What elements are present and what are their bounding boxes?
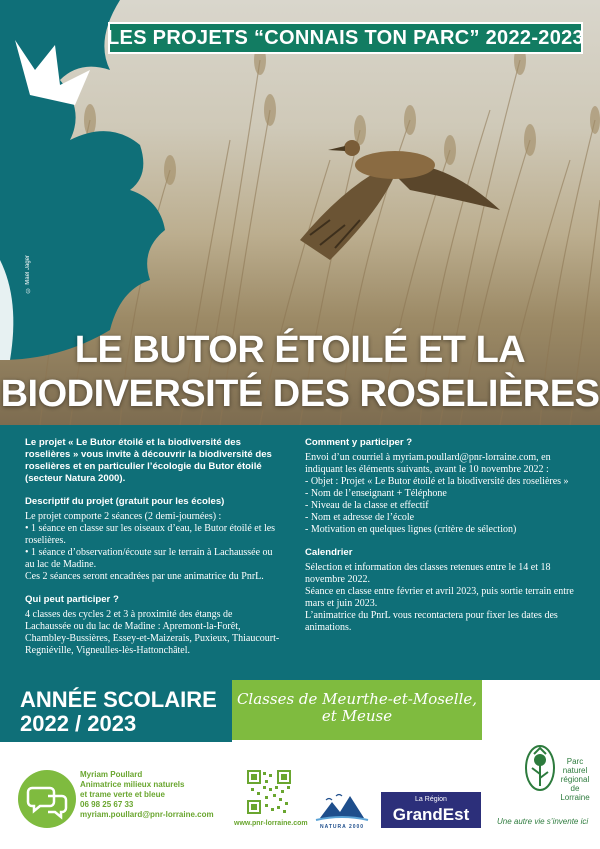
description-line: • 1 séance en classe sur les oiseaux d’eau, le Butor étoilé et les roselières. — [25, 523, 276, 546]
region-grand-est-logo — [381, 792, 481, 828]
park-name — [555, 757, 595, 802]
qr-code-icon[interactable] — [247, 770, 291, 814]
how-line: - Objet : Projet « Le Butor étoilé et la biodiversité des roselières » — [305, 476, 569, 487]
page-title — [0, 328, 600, 416]
contact-role: et trame verte et bleue — [80, 790, 165, 799]
speech-bubble-icon — [18, 770, 76, 828]
info-panel — [0, 425, 600, 680]
park-name-line: naturel — [562, 766, 588, 775]
how-line: - Nom de l’enseignant + Téléphone — [305, 488, 447, 499]
school-year-banner — [0, 680, 232, 742]
website-link[interactable]: www.pnr-lorraine.com — [234, 820, 308, 827]
contact-name: Myriam Poullard — [80, 770, 143, 779]
right-column — [305, 437, 580, 645]
how-line: - Nom et adresse de l’école — [305, 512, 415, 523]
school-year-value: 2022 / 2023 — [20, 711, 137, 736]
who-heading: Qui peut participer ? — [25, 594, 119, 605]
description-heading: Descriptif du projet (gratuit pour les écoles) — [25, 496, 225, 507]
description-text — [25, 511, 280, 583]
description-line: • 1 séance d’observation/écoute sur le terrain à Lachaussée ou au lac de Madine. — [25, 547, 273, 570]
description-line: Le projet comporte 2 séances (2 demi-journées) : — [25, 511, 222, 522]
region-banner — [232, 680, 482, 740]
region-logo-big: GrandEst — [392, 805, 470, 824]
intro-text: Le projet « Le Butor étoilé et la biodiversité des roselières » vous invite à découvrir la biodiversité des roselières et en particulier l’écologie du Butor étoilé (secteur Natura 2000). — [25, 437, 272, 484]
how-line: - Motivation en quelques lignes (critère de sélection) — [305, 524, 517, 535]
contact-info — [80, 770, 245, 820]
description-line: Ces 2 séances seront encadrées par une animatrice du PnrL. — [25, 571, 264, 582]
footer — [0, 742, 600, 849]
school-year-label: ANNÉE SCOLAIRE — [20, 687, 217, 712]
park-name-line: Parc — [566, 757, 584, 766]
how-text — [305, 452, 580, 536]
bittern-bird-illustration — [290, 120, 520, 270]
photo-credit: © Mael Jager — [25, 255, 31, 293]
left-column — [25, 437, 280, 668]
calendar-text — [305, 562, 580, 634]
calendar-line: L’animatrice du PnrL vous recontactera pour fixer les dates des animations. — [305, 610, 558, 633]
series-title-banner: LES PROJETS “CONNAIS TON PARC” 2022-2023 — [108, 22, 583, 54]
title-line-2: BIODIVERSITÉ DES ROSELIÈRES — [0, 373, 600, 415]
contact-role: Animatrice milieux naturels — [80, 780, 185, 789]
park-name-line: de Lorraine — [560, 784, 590, 802]
who-text: 4 classes des cycles 2 et 3 à proximité des étangs de Lachaussée ou du lac de Madine : Apremont-la-Forêt, Chambley-Bussières, Essey-et-Maizerais, Puxieux, Thiaucourt-Regniéville, Vigneulles-lès-Hattonchâtel. — [25, 609, 280, 656]
calendar-heading: Calendrier — [305, 547, 353, 558]
contact-phone: 06 98 25 67 33 — [80, 800, 134, 809]
park-name-line: régional — [560, 775, 590, 784]
calendar-line: Séance en classe entre février et avril 2023, puis sortie terrain entre mars et juin 2023. — [305, 586, 574, 609]
how-line: Envoi d’un courriel à myriam.poullard@pnr-lorraine.com, en indiquant les éléments suivants, avant le 10 novembre 2022 : — [305, 452, 551, 475]
region-line-1: Classes de Meurthe-et-Moselle, — [236, 690, 478, 708]
thistle-icon — [520, 742, 560, 794]
park-tagline: Une autre vie s’invente ici — [497, 817, 589, 826]
region-line-2: et Meuse — [321, 707, 393, 725]
how-line: - Niveau de la classe et effectif — [305, 500, 429, 511]
contact-email[interactable]: myriam.poullard@pnr-lorraine.com — [80, 810, 214, 819]
title-line-1: LE BUTOR ÉTOILÉ ET LA — [74, 329, 526, 371]
how-heading: Comment y participer ? — [305, 437, 413, 448]
calendar-line: Sélection et information des classes retenues entre le 14 et 18 novembre 2022. — [305, 562, 551, 585]
natura-2000-label: NATURA 2000 — [320, 824, 365, 830]
region-logo-small: La Région — [415, 796, 447, 803]
